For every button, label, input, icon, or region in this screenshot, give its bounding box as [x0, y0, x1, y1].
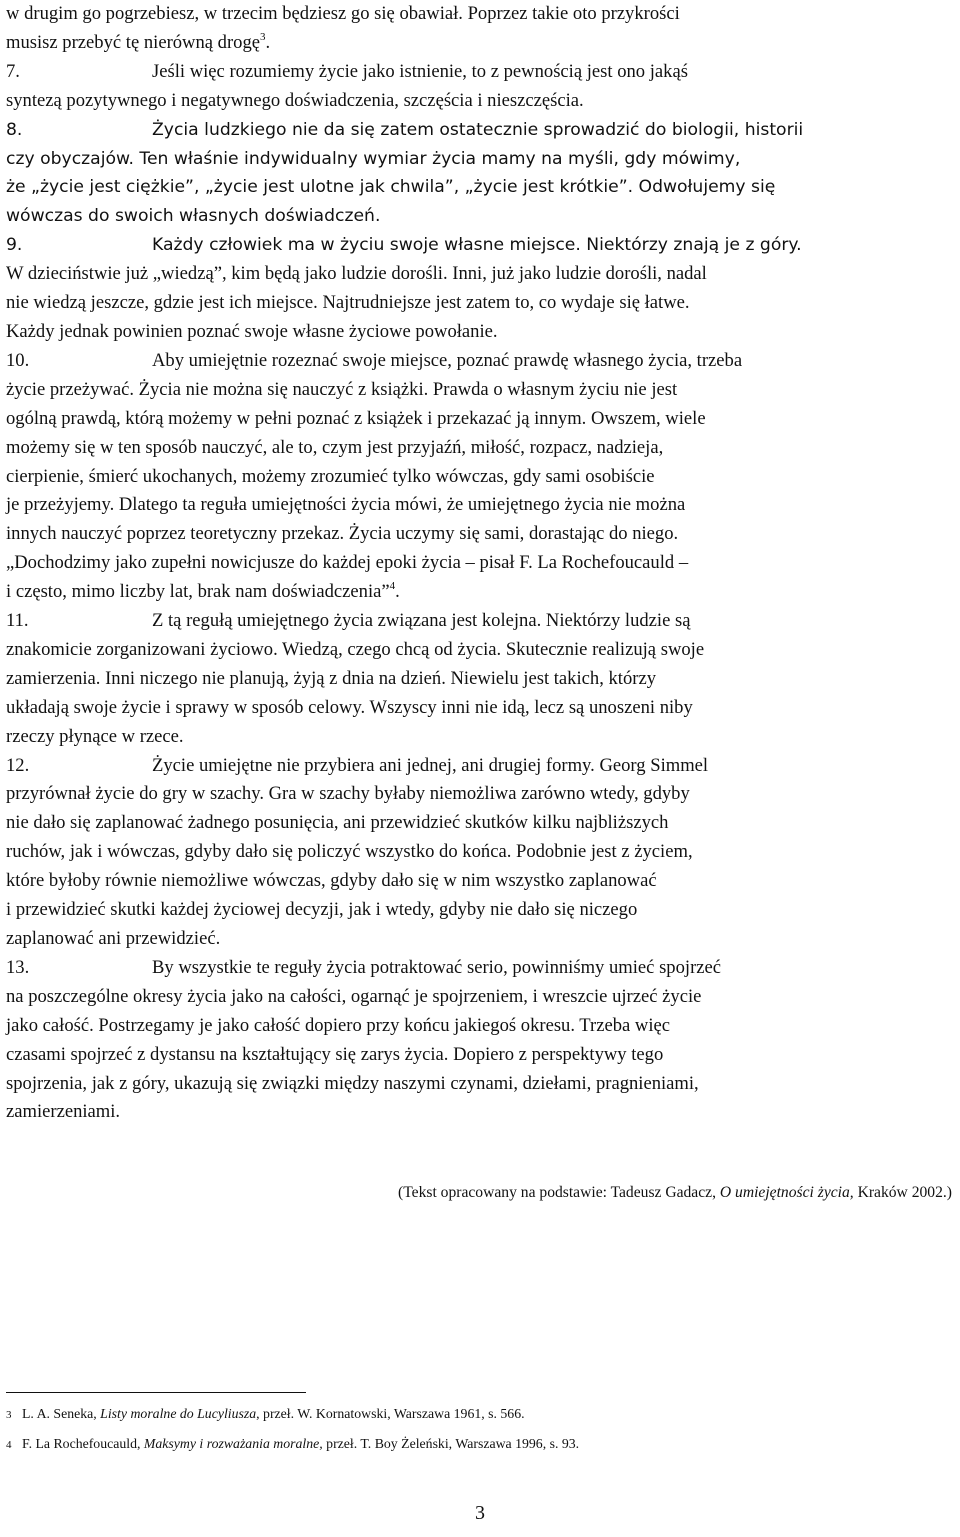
footnote-ref-4: 4	[389, 580, 396, 593]
text-line: zamierzenia. Inni niczego nie planują, żyją z dnia na dzień. Niewielu jest takich, którzy	[6, 667, 656, 689]
footnote-ref-3: 3	[260, 30, 266, 43]
text-span: Życia ludzkiego nie da się zatem ostatecznie sprowadzić do biologii, historii	[152, 119, 804, 140]
paragraph-number: 8.	[6, 119, 23, 140]
text-line	[6, 347, 954, 376]
text-line	[6, 116, 954, 145]
text-line: syntezą pozytywnego i negatywnego doświadczenia, szczęścia i nieszczęścia.	[6, 89, 584, 111]
text-line: zaplanować ani przewidzieć.	[6, 928, 221, 949]
footnote-author: L. A. Seneka,	[22, 1406, 101, 1421]
footnote-divider	[6, 1392, 306, 1393]
text-line: przyrównał życie do gry w szachy. Gra w szachy byłaby niemożliwa zarówno wtedy, gdyby	[6, 783, 690, 805]
text-line: możemy się w ten sposób nauczyć, ale to, czym jest przyjaźń, miłość, rozpacz, nadzieja,	[6, 436, 664, 458]
footnote-title: Listy moralne do Lucyliusza	[100, 1406, 257, 1421]
footnote-title: Maksymy i rozważania moralne,	[143, 1436, 323, 1451]
text-line: które byłoby równie niemożliwe wówczas, gdyby dało się w nim wszystko zaplanować	[6, 870, 657, 892]
paragraph-12	[6, 752, 954, 954]
text-line: wówczas do swoich własnych doświadczeń.	[6, 206, 381, 227]
text-line: znakomicie zorganizowani życiowo. Wiedzą, czego chcą od życia. Skutecznie realizują swoje	[6, 638, 705, 660]
text-line: że „życie jest ciężkie”, „życie jest ulotne jak chwila”, „życie jest krótkie”. Odwołujemy się	[6, 177, 776, 198]
text-line: cierpienie, śmierć ukochanych, możemy zrozumieć tylko wówczas, gdy sami osobiście	[6, 465, 655, 487]
text-line: nie dało się zaplanować żadnego posunięcia, ani przewidzieć skutków kilku najbliższych	[6, 812, 669, 834]
text-span: Jeśli więc rozumiemy życie jako istnienie, to z pewnością jest ono jakąś	[152, 60, 688, 82]
paragraph-number: 11.	[6, 610, 29, 632]
paragraph-number: 12.	[6, 754, 30, 776]
text-line	[6, 58, 954, 87]
source-prefix: (Tekst opracowany na podstawie: Tadeusz Gadacz,	[398, 1184, 720, 1201]
text-span: Życie umiejętne nie przybiera ani jednej, ani drugiej formy. Georg Simmel	[152, 754, 709, 776]
paragraph-number: 13.	[6, 956, 30, 978]
text-line: ogólną prawdą, którą możemy w pełni poznać z książek i przekazać ją innym. Owszem, wiele	[6, 407, 706, 429]
document-page	[6, 0, 954, 1127]
source-suffix: Kraków 2002.)	[853, 1184, 952, 1201]
text-span: Z tą regułą umiejętnego życia związana jest kolejna. Niektórzy ludzie są	[152, 610, 691, 632]
paragraph-number: 10.	[6, 349, 30, 371]
text-span: .	[395, 581, 400, 603]
source-citation	[398, 1184, 952, 1202]
text-span: Aby umiejętnie rozeznać swoje miejsce, poznać prawdę własnego życia, trzeba	[152, 349, 743, 371]
text-line: rzeczy płynące w rzece.	[6, 725, 184, 747]
text-line: na poszczególne okresy życia jako na całości, ogarnąć je spojrzeniem, i wreszcie ujrzeć życie	[6, 985, 702, 1007]
paragraph-9	[6, 231, 954, 347]
text-line: życie przeżywać. Życia nie można się nauczyć z książki. Prawda o własnym życiu nie jest	[6, 378, 678, 400]
text-line: w drugim go pogrzebiesz, w trzecim będziesz go się obawiał. Poprzez takie oto przykrości	[6, 3, 680, 24]
paragraph-number: 9.	[6, 235, 23, 256]
text-line: zamierzeniami.	[6, 1101, 121, 1123]
text-span: i często, mimo liczby lat, brak nam doświadczenia”	[6, 581, 390, 603]
text-line: i przewidzieć skutki każdej życiowej decyzji, jak i wtedy, gdyby nie dało się niczego	[6, 899, 638, 921]
text-line	[6, 29, 954, 58]
body-text	[6, 0, 954, 1127]
text-span: musisz przebyć tę nierówną drogę	[6, 31, 261, 53]
paragraph-8	[6, 116, 954, 232]
footnote-author: F. La Rochefoucauld,	[22, 1436, 144, 1451]
text-line	[6, 578, 954, 607]
footnote-mark: 3	[6, 1409, 12, 1421]
text-span: .	[265, 31, 271, 53]
footnote-rest: przeł. T. Boy Żeleński, Warszawa 1996, s. 93.	[322, 1436, 580, 1451]
paragraph-continuation	[6, 0, 954, 58]
page-number: 3	[475, 1502, 485, 1524]
footnote-4	[6, 1436, 579, 1452]
text-span: Każdy człowiek ma w życiu swoje własne miejsce. Niektórzy znają je z góry.	[152, 235, 802, 256]
text-line: „Dochodzimy jako zupełni nowicjusze do każdej epoki życia – pisał F. La Rochefoucauld –	[6, 552, 689, 574]
footnote-mark: 4	[6, 1439, 12, 1451]
footnote-rest: , przeł. W. Kornatowski, Warszawa 1961, s. 566.	[256, 1406, 525, 1421]
paragraph-13	[6, 954, 954, 1127]
text-span: By wszystkie te reguły życia potraktować serio, powinniśmy umieć spojrzeć	[152, 956, 722, 978]
paragraph-10	[6, 347, 954, 607]
text-line	[6, 607, 954, 636]
text-line: innych nauczyć poprzez teoretyczny przekaz. Życia uczymy się sami, dorastając do niego.	[6, 523, 679, 545]
text-line: nie wiedzą jeszcze, gdzie jest ich miejsce. Najtrudniejsze jest zatem to, co wydaje się łatwe.	[6, 292, 690, 314]
text-line: czy obyczajów. Ten właśnie indywidualny wymiar życia mamy na myśli, gdy mówimy,	[6, 148, 741, 169]
paragraph-7	[6, 58, 954, 116]
text-line: je przeżyjemy. Dlatego ta reguła umiejętności życia mówi, że umiejętnego życia nie można	[6, 494, 686, 516]
paragraph-number: 7.	[6, 60, 20, 82]
paragraph-11	[6, 607, 954, 752]
text-line	[6, 752, 954, 781]
footnote-3	[6, 1406, 525, 1422]
text-line	[6, 954, 954, 983]
text-line: czasami spojrzeć z dystansu na kształtujący się zarys życia. Dopiero z perspektywy tego	[6, 1043, 664, 1065]
text-line: układają swoje życie i sprawy w sposób celowy. Wszyscy inni nie idą, lecz są unoszeni niby	[6, 696, 693, 718]
text-line: jako całość. Postrzegamy je jako całość dopiero przy końcu jakiegoś okresu. Trzeba więc	[6, 1014, 671, 1036]
text-line: spojrzenia, jak z góry, ukazują się związki między naszymi czynami, dziełami, pragnieniami,	[6, 1072, 699, 1094]
text-line: W dzieciństwie już „wiedzą”, kim będą jako ludzie dorośli. Inni, już jako ludzie dorośli, nadal	[6, 263, 707, 285]
source-title: O umiejętności życia,	[719, 1184, 854, 1201]
text-line: Każdy jednak powinien poznać swoje własne życiowe powołanie.	[6, 320, 498, 342]
text-line: ruchów, jak i wówczas, gdyby dało się policzyć wszystko do końca. Podobnie jest z życiem,	[6, 841, 693, 863]
text-line	[6, 231, 954, 260]
